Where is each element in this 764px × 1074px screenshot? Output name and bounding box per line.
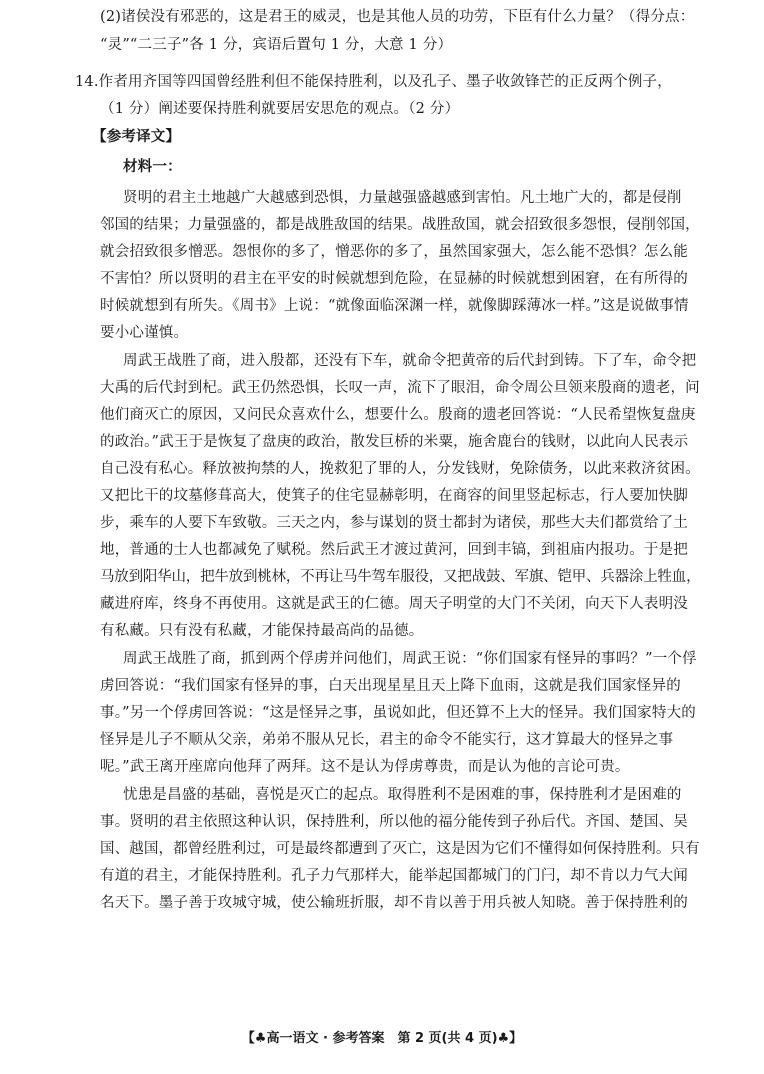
para3-line: 虏回答说：“我们国家有怪异的事，白天出现星星且天上降下血雨，这就是我们国家怪异的 bbox=[100, 678, 681, 694]
para2-line: 有私藏。只有没有私藏，才能保持最高尚的品德。 bbox=[100, 623, 424, 639]
para2-line: 的政治。”武王于是恢复了盘庚的政治，散发巨桥的米粟，施舍鹿台的钱财，以此向人民表示 bbox=[100, 434, 689, 450]
para2-line: 大禹的后代封到杞。武王仍然恐惧，长叹一声，流下了眼泪，命令周公旦领来殷商的遗老，问 bbox=[100, 380, 700, 396]
para1-line: 要小心谨慎。 bbox=[100, 325, 189, 341]
q14-answer-line-1: 14.作者用齐国等四国曾经胜利但不能保持胜利，以及孔子、墨子收敛锋芒的正反两个例子， bbox=[75, 74, 672, 90]
q14-answer-line-2: （1 分）阐述要保持胜利就要居安思危的观点。（2 分） bbox=[100, 101, 460, 117]
para3-line: 事。”另一个俘虏回答说：“这是怪异之事，虽说如此，但还算不上大的怪异。我们国家特大的 bbox=[100, 705, 696, 721]
para2-line: 马放到阳华山，把牛放到桃林，不再让马牛驾车服役，又把战鼓、军旗、铠甲、兵器涂上牲血， bbox=[100, 569, 701, 585]
para4-line: 国、越国，都曾经胜利过，可是最终都遭到了灭亡，这是因为它们不懂得如何保持胜利。只有 bbox=[100, 841, 700, 857]
para2-line: 又把比干的坟墓修葺高大，使箕子的住宅显赫彰明，在商容的间里竖起标志，行人要加快脚 bbox=[100, 488, 688, 504]
para2-line: 周武王战胜了商，进入殷都，还没有下车，就命令把黄帝的后代封到铸。下了车，命令把 bbox=[123, 353, 697, 369]
page-footer: 【♣高一语文 · 参考答案 第 2 页(共 4 页)♣】 bbox=[241, 1031, 523, 1046]
para3-line: 呢。”武王离开座席向他拜了两拜。这不是认为俘虏尊贵，而是认为他的言论可贵。 bbox=[100, 759, 630, 775]
translation-heading: 【参考译文】 bbox=[92, 129, 181, 145]
para2-line: 他们商灭亡的原因，又问民众喜欢什么，想要什么。殷商的遗老回答说：“人民希望恢复盘庚 bbox=[100, 407, 696, 423]
para2-line: 藏进府库，终身不再使用。这就是武王的仁德。周天子明堂的大门不关闭，向天下人表明没 bbox=[100, 596, 688, 612]
para1-line: 贤明的君主土地越广大越感到恐惧，力量越强盛越感到害怕。凡土地广大的，都是侵削 bbox=[123, 190, 682, 206]
para1-line: 时候就想到有所失。《周书》上说：“就像面临深渊一样，就像脚踩薄冰一样。”这是说做事情 bbox=[100, 298, 689, 314]
para3-line: 怪异是儿子不顺从父亲，弟弟不服从兄长，君主的命令不能实行，这才算最大的怪异之事 bbox=[100, 732, 674, 748]
para2-line: 地，普通的士人也都减免了赋税。然后武王才渡过黄河，回到丰镐，到祖庙内报功。于是把 bbox=[100, 542, 688, 558]
material-heading: 材料一： bbox=[123, 159, 182, 175]
q13-answer-line-2: “灵”“二三子”各 1 分，宾语后置句 1 分，大意 1 分） bbox=[100, 37, 453, 53]
para2-line: 步，乘车的人要下车致敬。三天之内，参与谋划的贤士都封为诸侯，那些大夫们都赏给了土 bbox=[100, 515, 688, 531]
para2-line: 自己没有私心。释放被拘禁的人，挽救犯了罪的人，分发钱财，免除债务，以此来救济贫困。 bbox=[100, 461, 700, 477]
para4-line: 名天下。墨子善于攻城守城，使公输班折服，却不肯以善于用兵被人知晓。善于保持胜利的 bbox=[100, 895, 688, 911]
para4-line: 忧患是昌盛的基础，喜悦是灭亡的起点。取得胜利不是困难的事，保持胜利才是困难的 bbox=[123, 787, 682, 803]
para1-line: 邻国的结果；力量强盛的，都是战胜敌国的结果。战胜敌国，就会招致很多怨恨，侵削邻国， bbox=[100, 217, 700, 233]
para4-line: 事。贤明的君主依照这种认识，保持胜利，所以他的福分能传到子孙后代。齐国、楚国、吴 bbox=[100, 814, 688, 830]
para1-line: 不害怕？所以贤明的君主在平安的时候就想到危险，在显赫的时候就想到困窘，在有所得的 bbox=[100, 271, 688, 287]
para1-line: 就会招致很多憎恶。怨恨你的多了，憎恶你的多了，虽然国家强大，怎么能不恐惧？怎么能 bbox=[100, 244, 688, 260]
q13-answer-line-1: (2)诸侯没有邪恶的，这是君王的威灵，也是其他人员的功劳，下臣有什么力量？（得分点： bbox=[100, 9, 695, 25]
para4-line: 有道的君主，才能保持胜利。孔子力气那样大，能举起国都城门的门闩，却不肯以力气大闻 bbox=[100, 868, 688, 884]
para3-line: 周武王战胜了商，抓到两个俘虏并问他们，周武王说：“你们国家有怪异的事吗？”一个俘 bbox=[123, 651, 697, 667]
